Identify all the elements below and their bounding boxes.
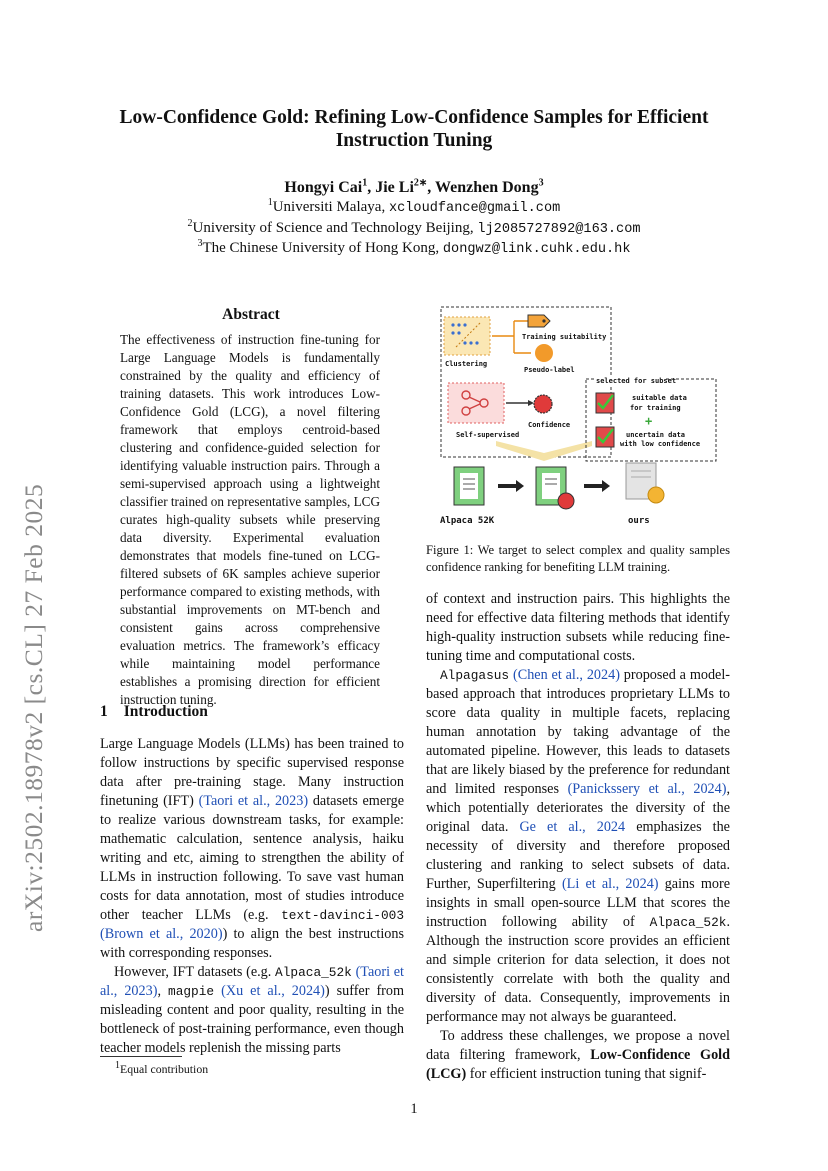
author-names: Hongyi Cai$^1$, Jie $Li^{2∗}$, Wenzhen Dong$^3$: [284, 177, 544, 196]
text-run: proposed a model-based approach that introduces proprietary LLMs to score data quality in multiple facets, replacing human annotation by taking advantage of the automated pipeline. However, this leads to datasets that are likely biased by the preference for redundant and limited responses: [426, 667, 731, 797]
footnote: [115, 1062, 208, 1077]
author-email[interactable]: dongwz@link.cuhk.edu.hk: [442, 242, 631, 257]
text-run: ) to align the best instructions with corresponding responses.: [100, 926, 404, 961]
affiliation-mark: 2: [187, 217, 193, 229]
citation-link[interactable]: (Taori et al., 2023): [100, 964, 405, 999]
uncertain-data-label-line-1: uncertain data: [626, 431, 686, 439]
affiliation-mark: 1: [362, 177, 368, 189]
citation-link[interactable]: (Brown et al., 2020): [100, 926, 223, 942]
gold-medal-document-icon: [626, 463, 664, 503]
clustering-label: Clustering: [445, 360, 488, 368]
arrow-head-icon: [602, 480, 610, 492]
text-run: ,: [157, 983, 169, 999]
alpaca-document-icon: [454, 467, 484, 505]
text-run: Large Language Models (LLMs) has been trained to follow instructions by specific supervised response data after pre-training stage. Many instruction finetuning (IFT): [100, 736, 404, 809]
footnote-divider: [100, 1056, 182, 1057]
uncertain-check-doc-icon: [596, 427, 614, 447]
arxiv-identifier-stamp: arXiv:2502.18978v2 [cs.CL] 27 Feb 2025: [19, 483, 48, 932]
training-suitability-label: Training suitability: [522, 333, 607, 341]
code-text: text-davinci-003: [281, 908, 404, 923]
citation-link[interactable]: (Panickssery et al., 2024): [567, 781, 727, 797]
author-block: [100, 178, 728, 260]
self-supervised-panel: [448, 383, 504, 423]
code-text: magpie: [168, 984, 215, 999]
title-line-2: Instruction Tuning: [335, 130, 493, 151]
suitable-data-label-line-2: for training: [630, 404, 681, 412]
plus-symbol: +: [645, 414, 653, 428]
title-line-1: Low-Confidence Gold: Refining Low-Confidence Samples for Efficient: [119, 107, 709, 128]
uncertain-data-label-line-2: with low confidence: [620, 440, 701, 448]
text-run: To address these challenges, we propose a novel data filtering framework,: [426, 1028, 730, 1063]
paragraph: [426, 1027, 730, 1084]
cluster-panel: [444, 317, 490, 355]
text-run: . Although the instruction score provides an efficient and simple criterion for data selection, it does not consistently correlate with both the quality and diversity of data. Consequently, improvements in performance may not always be guaranteed.: [426, 914, 730, 1025]
code-text: Alpaca_52k: [275, 965, 352, 980]
selected-for-subset-label: selected for subset: [596, 377, 677, 385]
figure-caption: Figure 1: We target to select complex and quality samples confidence ranking for benefiting LLM training.: [426, 543, 730, 574]
pseudo-label-dot-icon: [535, 344, 553, 362]
bold-term: Low-Confidence Gold (LCG): [426, 1047, 730, 1082]
author-email[interactable]: xcloudfance@gmail.com: [388, 201, 561, 216]
text-run: datasets emerge to realize various downstream tasks, for example: mathematic calculation, sentence analysis, haiku writing and etc, aiming to strengthen the ability of LLMs in instruction following. To save vast human costs for data annotation, most of studies introduce other teacher LLMs (e.g.: [100, 793, 404, 923]
text-run: , which potentially deteriorates the diversity of the original data.: [426, 781, 730, 835]
confidence-label: Confidence: [528, 421, 571, 429]
confidence-badge-icon: [534, 395, 552, 413]
affiliation-org: The Chinese University of Hong Kong,: [202, 240, 443, 256]
citation-link[interactable]: Ge et al., 2024: [519, 819, 626, 835]
author-email[interactable]: lj2085727892@163.com: [477, 221, 641, 237]
page-number: 1: [410, 1101, 418, 1117]
citation-link[interactable]: (Xu et al., 2024): [221, 983, 325, 999]
code-text: Alpagasus: [440, 668, 510, 683]
filtered-document-icon: [536, 467, 574, 509]
text-run: for efficient instruction tuning that signif-: [466, 1066, 707, 1082]
text-run: emphasizes the necessity of diversity and therefore proposed clustering and ranking to select subsets of data. Further, Superfiltering: [426, 819, 730, 892]
affiliation-1: [100, 198, 728, 219]
citation-link[interactable]: (Li et al., 2024): [561, 876, 659, 892]
self-supervised-label: Self-supervised: [456, 431, 520, 439]
paragraph: [426, 666, 730, 1027]
text-run: However, IFT datasets (e.g.: [114, 964, 276, 980]
abstract-heading: Abstract: [222, 306, 280, 323]
citation-link[interactable]: (Taori et al., 2023): [198, 793, 309, 809]
pseudo-label-label: Pseudo-label: [524, 366, 575, 374]
paragraph: [100, 735, 404, 963]
affiliation-2: [100, 219, 728, 240]
text-run: gains more insights in small open-source LLM that scores the instruction following ability of: [426, 876, 730, 930]
affiliation-mark: 2∗: [413, 177, 428, 189]
footnote-mark: 1: [115, 1060, 120, 1072]
arrow-head-icon: [516, 480, 524, 492]
tag-icon: [528, 315, 550, 327]
code-text: Alpaca_52k: [649, 915, 727, 930]
citation-link[interactable]: (Chen et al., 2024): [513, 667, 620, 683]
affiliation-mark: 3: [197, 238, 203, 249]
affiliation-mark: 1: [267, 197, 273, 208]
author-name: Jie Li: [375, 179, 414, 196]
footnote-text: Equal contribution: [120, 1062, 209, 1076]
suitable-check-doc-icon: [596, 393, 614, 413]
abstract-text: The effectiveness of instruction fine-tuning for Large Language Models is fundamentally constrained by the quality and efficiency of training datasets. This work introduces Low-Confidence Gold (LCG), a novel filtering framework that employs centroid-based clustering and confidence-guided selection for identifying valuable instruction pairs. Through a semi-supervised approach using a lightweight classifier trained on representative samples, LCG curates high-quality subsets while preserving data diversity. Experimental evaluation demonstrates that models fine-tuned on LCG-filtered subsets of 6K samples achieve superior performance compared to existing methods, with substantial improvements on MT-bench and consistent gains across comprehensive evaluation metrics. The framework’s efficacy while maintaining model performance establishes a promising direction for efficient instruction tuning.: [120, 332, 380, 707]
paper-title: [100, 106, 728, 152]
paragraph: [100, 963, 404, 1058]
suitable-data-label-line-1: suitable data: [632, 394, 687, 402]
right-column-text: [426, 590, 730, 1084]
paragraph: of context and instruction pairs. This highlights the need for effective data filtering methods that identify high-quality instruction subsets while reducing fine-tuning time and computational costs.: [426, 591, 730, 664]
ours-label: ours: [628, 516, 650, 526]
arrow-head-icon: [528, 400, 534, 406]
section-number: 1: [100, 703, 108, 720]
affiliation-org: Universiti Malaya,: [272, 199, 389, 215]
left-column-text: [100, 735, 404, 1058]
figure-1-pipeline-diagram: [436, 303, 726, 530]
affiliation-3: [100, 239, 728, 260]
author-name: Hongyi Cai: [284, 179, 363, 196]
affiliation-mark: 3: [538, 177, 544, 189]
funnel-chevron-shape: [496, 441, 592, 461]
section-heading-introduction: [100, 703, 208, 721]
section-title: Introduction: [123, 703, 208, 720]
affiliation-org: University of Science and Technology Beijing,: [192, 219, 478, 236]
alpaca-52k-label: Alpaca 52K: [440, 516, 495, 526]
author-name: Wenzhen Dong: [435, 179, 539, 196]
text-run: ) suffer from misleading content and poor quality, resulting in the bottleneck of post-training performance, even though teacher models replenish the missing parts: [100, 983, 405, 1056]
